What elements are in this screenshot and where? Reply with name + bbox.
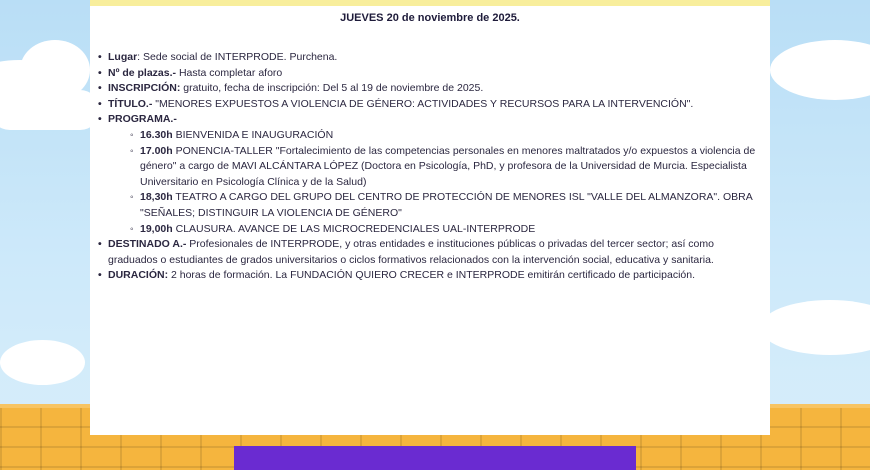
detail-label: DURACIÓN: <box>108 269 169 282</box>
program-item <box>130 144 758 191</box>
cloud-decoration <box>770 40 870 100</box>
cloud-decoration <box>0 90 100 130</box>
detail-label: INSCRIPCIÓN: <box>108 82 181 95</box>
cloud-decoration <box>0 340 85 385</box>
detail-value: gratuito, fecha de inscripción: Del 5 al 19 de noviembre de 2025. <box>180 82 484 95</box>
detail-titulo <box>98 97 758 113</box>
info-card <box>90 0 770 435</box>
detail-label: Lugar <box>108 51 138 63</box>
detail-label: Nº de plazas.- <box>108 66 177 79</box>
registration-button[interactable] <box>234 446 636 470</box>
program-text: PONENCIA-TALLER "Fortalecimiento de las competencias personales en menores maltratados y/o expuestos a violencia de género" a cargo de MAVI ALCÁNTARA LÓPEZ (Doctora en Psicología, PhD, y profesora de la Universidad de Murcia. Especialista Universitario en Psicología Clínica y de la Salud) <box>140 144 756 188</box>
detail-value: Profesionales de INTERPRODE, y otras entidades e instituciones públicas o privadas del tercer sector; así como graduados o estudiantes de grados universitarios o ciclos formativos relacionados con la intervención social, educativa y sanitaria. <box>108 238 714 266</box>
detail-value: 2 horas de formación. La FUNDACIÓN QUIERO CRECER e INTERPRODE emitirán certificado de participación. <box>168 269 696 282</box>
program-text: TEATRO A CARGO DEL GRUPO DEL CENTRO DE PROTECCIÓN DE MENORES ISL "VALLE DEL ALMANZORA". OBRA "SEÑALES; DISTINGUIR LA VIOLENCIA DE GÉNERO" <box>140 191 753 219</box>
program-time: 19,00h <box>140 222 173 235</box>
program-item <box>130 190 758 221</box>
event-date: JUEVES 20 de noviembre de 2025. <box>340 12 520 24</box>
event-details <box>98 50 758 284</box>
program-time: 18,30h <box>140 191 173 204</box>
program-item <box>130 222 758 238</box>
detail-label: DESTINADO A.- <box>108 238 187 251</box>
detail-lugar <box>98 50 758 66</box>
detail-value: "MENORES EXPUESTOS A VIOLENCIA DE GÉNERO: ACTIVIDADES Y RECURSOS PARA LA INTERVENCIÓN". <box>152 97 694 110</box>
detail-value: Hasta completar aforo <box>176 66 283 79</box>
program-time: 17.00h <box>140 144 173 157</box>
program-time: 16.30h <box>140 128 173 141</box>
detail-label: PROGRAMA.- <box>108 113 177 126</box>
details-list <box>98 50 758 284</box>
card-top-band <box>90 0 770 6</box>
detail-plazas <box>98 66 758 82</box>
detail-label: TÍTULO.- <box>108 97 153 110</box>
detail-inscripcion <box>98 81 758 97</box>
detail-duracion <box>98 268 758 284</box>
program-list <box>108 128 758 237</box>
program-text: BIENVENIDA E INAUGURACIÓN <box>172 128 334 141</box>
program-text: CLAUSURA. AVANCE DE LAS MICROCREDENCIALES UAL-INTERPRODE <box>172 222 536 235</box>
detail-destinado <box>98 237 758 268</box>
detail-value: : Sede social de INTERPRODE. Purchena. <box>137 51 338 63</box>
cloud-decoration <box>760 300 870 355</box>
detail-programa <box>98 112 758 237</box>
program-item <box>130 128 758 144</box>
